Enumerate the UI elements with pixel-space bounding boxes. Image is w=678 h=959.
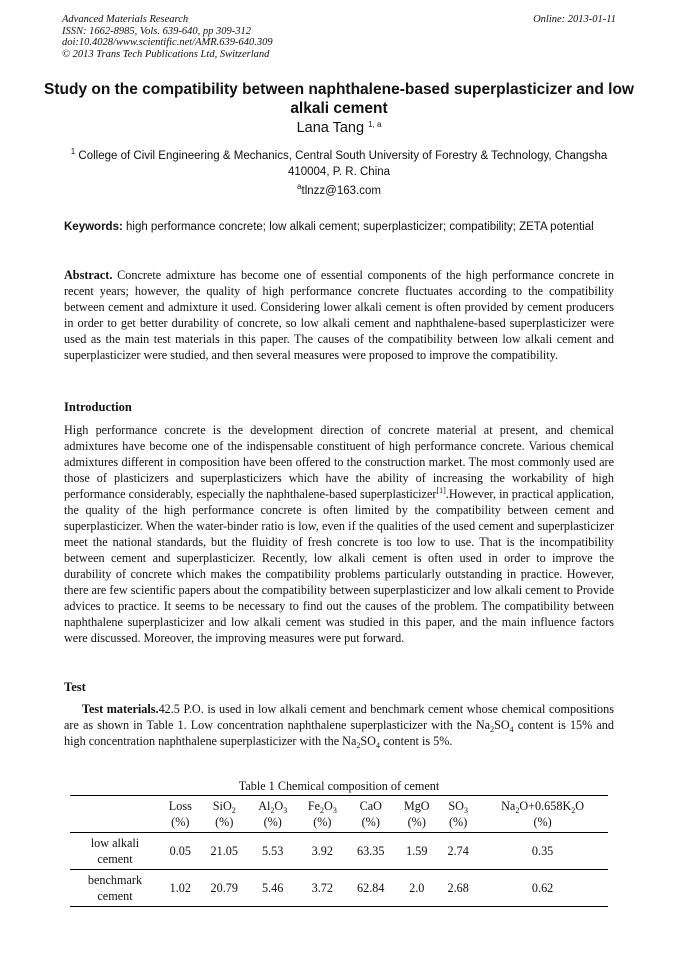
affiliation-superscript: 1 [70, 147, 76, 156]
header-alkali-equivalent: $Na_2O+0.658K_2O$ (%) [477, 796, 608, 833]
paper-title: Study on the compatibility between naphthalene-based superplasticizer and low alkali cement [44, 81, 634, 117]
affiliation-text: College of Civil Engineering & Mechanics, Central South University of Forestry & Technology, Changsha 410004, P. R. China [78, 150, 608, 178]
cell-so3: 2.74 [439, 833, 477, 870]
cell-fe2o3: 3.92 [298, 833, 348, 870]
subscript: 4 [376, 741, 380, 750]
journal-name: Advanced Materials Research [62, 14, 189, 25]
header-cao: CaO (%) [347, 796, 394, 833]
issn-line: ISSN: 1662-8985, Vols. 639-640, pp 309-312 [62, 25, 251, 37]
header-loss: Loss (%) [160, 796, 201, 833]
citation-ref[interactable]: [1] [436, 486, 446, 495]
online-date: Online: 2013-01-11 [533, 14, 616, 25]
test-text-5: content is 5%. [380, 734, 453, 748]
table-row-low-alkali [70, 833, 608, 870]
cell-mgo: 1.59 [394, 833, 439, 870]
subscript: 2 [490, 725, 495, 734]
keywords-text: high performance concrete; low alkali cement; superplasticizer; compatibility; ZETA potential [126, 221, 594, 233]
cell-alkali-equivalent: 0.62 [477, 870, 608, 907]
abstract-text: Concrete admixture has become one of essential components of the high performance concrete in recent years; however, the quality of high performance concrete fluctuates according to the compatibility between cement and admixture it used. Considering lower alkali cement is often provided by cement producers in order to get better durability of concrete, so low alkali cement and naphthalene-based superplasticizer were used as the main test materials in this paper. The causes of the compatibility between low alkali cement and superplasticizer were studied, and then several measures were proposed to improve the compatibility. [64, 268, 615, 362]
cell-mgo: 2.0 [394, 870, 439, 907]
test-text-3: content is 15% and high concentration naphthalene superplasticizer with the Na [64, 718, 614, 748]
chemical-composition-table [70, 795, 608, 907]
cell-alkali-equivalent: 0.35 [477, 833, 608, 870]
header-empty [70, 796, 160, 833]
cell-loss: 1.02 [160, 870, 201, 907]
header-sio2: SiO$_2$ (%) [201, 796, 248, 833]
cell-so3: 2.68 [439, 870, 477, 907]
introduction-heading: Introduction [64, 400, 132, 414]
introduction-body [64, 422, 614, 646]
header-fe2o3: $Fe_2O_3$ (%) [298, 796, 348, 833]
cell-cao: 63.35 [347, 833, 394, 870]
cell-al2o3: 5.53 [248, 833, 298, 870]
test-text-1: 42.5 P.O. is used in low alkali cement and benchmark cement whose chemical compositions are as shown in Table 1. Low concentration naphthalene superplasticizer with the Na [64, 702, 614, 732]
cell-al2o3: 5.46 [248, 870, 298, 907]
test-materials-label: Test materials. [82, 702, 159, 716]
author-email [40, 182, 638, 197]
abstract [64, 267, 614, 363]
doi-line: doi:10.4028/www.scientific.net/AMR.639-640.309 [62, 37, 273, 48]
table-caption: Table 1 Chemical composition of cement [238, 779, 440, 793]
email-superscript: a [297, 182, 302, 191]
test-text-4: SO [360, 734, 376, 748]
journal-header [62, 14, 273, 60]
test-materials-paragraph [64, 701, 614, 749]
email-text[interactable]: tlnzz@163.com [301, 185, 381, 197]
cell-sio2: 20.79 [201, 870, 248, 907]
abstract-label: Abstract. [64, 268, 113, 282]
keywords [64, 219, 614, 235]
subscript: 4 [509, 725, 514, 734]
header-so3: $SO_3$ (%) [439, 796, 477, 833]
introduction-text-b: .However, in practical application, the quality of the high performance concrete is often limited by the compatibility between cement and superplasticizer. When the water-binder ratio is low, even if the qualities of the used cement and superplasticizer meet the national standards, but the fluidity of fresh concrete is too low to use. That is the incompatibility between cement and superplasticizer. Recently, low alkali cement is often used in order to improve the durability of concrete which makes the compatibility problems particularly outstanding in practice. However, there are few scientific papers about the compatibility between superplasticizer and low alkali cement to Provide advices to practice. It seems to be necessary to find out the causes of the problem. The compatibility between naphthalene superplasticizer and low alkali cement was studied in this paper, and the main influence factors were discussed. Moreover, the improving measures were put forward. [64, 487, 614, 645]
test-text-2: SO [494, 718, 510, 732]
keywords-label: Keywords: [64, 221, 123, 233]
subscript: 2 [356, 741, 361, 750]
cell-loss: 0.05 [160, 833, 201, 870]
affiliation [60, 148, 618, 180]
author-name: Lana Tang [296, 120, 365, 136]
author-superscript: 1, a [368, 120, 382, 129]
row-label: benchmark cement [70, 870, 160, 907]
copyright-line: © 2013 Trans Tech Publications Ltd, Switzerland [62, 48, 270, 60]
author-line [40, 120, 638, 136]
header-al2o3: $Al_2O_3$ (%) [248, 796, 298, 833]
header-mgo: MgO (%) [394, 796, 439, 833]
table-row-benchmark [70, 870, 608, 907]
table-header-row [70, 796, 608, 833]
cell-cao: 62.84 [347, 870, 394, 907]
row-label: low alkali cement [70, 833, 160, 870]
test-heading: Test [64, 680, 86, 694]
cell-sio2: 21.05 [201, 833, 248, 870]
cell-fe2o3: 3.72 [298, 870, 348, 907]
introduction-text-a: High performance concrete is the development direction of concrete material at present, and chemical admixtures have become one of the indispensable constituent of high performance concrete. Various chemical admixtures different in composition have been offered to the construction market. The most commonly used are those of plasticizers and superplasticizers which have the ability of increasing the workability of high performance considerably, especially the naphthalene-based superplasticizer [64, 423, 614, 501]
